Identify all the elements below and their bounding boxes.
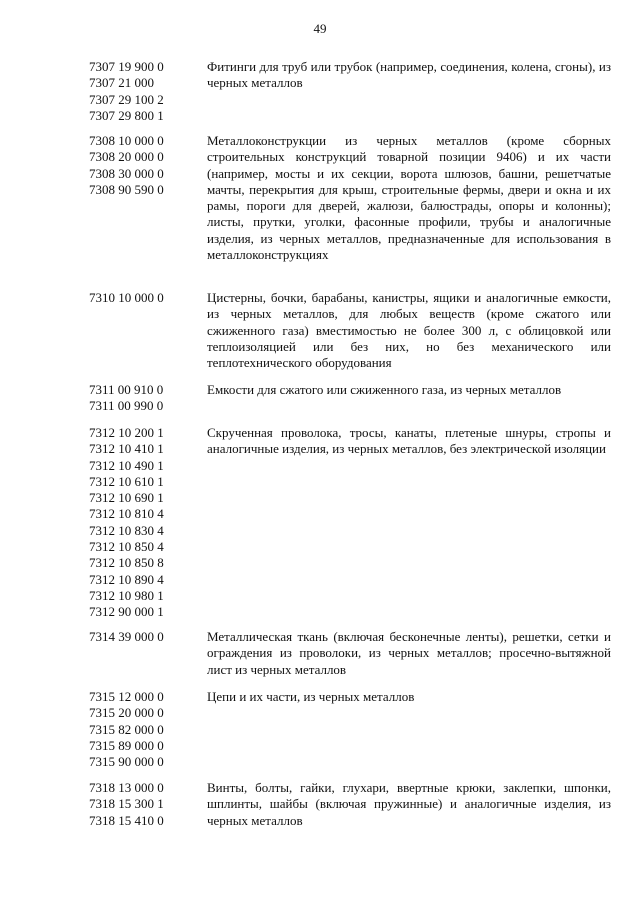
code-list	[89, 133, 199, 198]
commodity-code: 7312 10 830 4	[89, 522, 164, 538]
entry-description: Фитинги для труб или трубок (например, соединения, колена, сгоны), из черных металлов	[207, 59, 611, 91]
commodity-code: 7312 10 610 1	[89, 473, 164, 489]
entry-description: Металлическая ткань (включая бесконечные ленты), решетки, сетки и ограждения из проволоки, из черных металлов; просечно-вытяжной лист из черных металлов	[207, 629, 611, 677]
code-list	[89, 629, 199, 645]
commodity-code: 7308 10 000 0	[89, 133, 164, 148]
commodity-code: 7312 10 850 4	[89, 539, 164, 555]
commodity-code: 7311 00 990 0	[89, 398, 164, 414]
entry-description: Металлоконструкции из черных металлов (кроме сборных строительных конструкций товарной позиции 9406) и их части (например, мосты и их секции, ворота шлюзов, башни, решетчатые мачты, перекрытия для крыш, строительные фермы, двери и окна и их рамы, пороги для дверей, жалюзи, балюстрады, опоры и колонны); листы, прутки, уголки, фасонные профили, трубы и аналогичные изделия, из черных металлов, предназначенные для использования в металлоконструкциях	[207, 133, 611, 263]
commodity-code: 7315 82 000 0	[89, 721, 164, 737]
commodity-code: 7312 10 890 4	[89, 571, 164, 587]
commodity-code: 7307 19 900 0	[89, 59, 164, 74]
code-list	[89, 382, 199, 415]
commodity-code: 7318 15 410 0	[89, 812, 164, 828]
commodity-code: 7310 10 000 0	[89, 290, 164, 305]
code-list	[89, 290, 199, 306]
commodity-code: 7307 29 800 1	[89, 107, 164, 123]
page-number: 49	[313, 21, 327, 36]
commodity-code: 7314 39 000 0	[89, 629, 164, 644]
commodity-code: 7312 10 490 1	[89, 457, 164, 473]
commodity-code: 7312 10 810 4	[89, 506, 164, 522]
commodity-code: 7315 12 000 0	[89, 689, 164, 704]
code-list	[89, 425, 199, 621]
entry-description: Цепи и их части, из черных металлов	[207, 689, 415, 704]
code-list	[89, 59, 199, 124]
code-list	[89, 689, 199, 770]
commodity-code: 7312 10 850 8	[89, 555, 164, 571]
code-list	[89, 780, 199, 829]
entry-description: Емкости для сжатого или сжиженного газа, из черных металлов	[207, 382, 562, 397]
commodity-code: 7315 90 000 0	[89, 754, 164, 770]
entry-description: Скрученная проволока, тросы, канаты, плетеные шнуры, стропы и аналогичные изделия, из черных металлов, без электрической изоляции	[207, 425, 611, 457]
commodity-code: 7312 90 000 1	[89, 604, 164, 620]
commodity-code: 7312 10 200 1	[89, 425, 164, 440]
commodity-code: 7307 29 100 2	[89, 91, 164, 107]
commodity-code: 7312 10 690 1	[89, 490, 164, 506]
commodity-code: 7312 10 410 1	[89, 441, 164, 457]
commodity-code: 7312 10 980 1	[89, 587, 164, 603]
entry-description: Цистерны, бочки, барабаны, канистры, ящики и аналогичные емкости, из черных металлов, для любых веществ (кроме сжатого или сжиженного газа) вместимостью не более 300 л, с облицовкой или теплоизоляцией или без них, но без механического или теплотехнического оборудования	[207, 290, 611, 371]
commodity-code: 7318 13 000 0	[89, 780, 164, 795]
commodity-code: 7311 00 910 0	[89, 382, 164, 397]
commodity-code: 7307 21 000	[89, 75, 154, 91]
commodity-code: 7318 15 300 1	[89, 796, 164, 812]
commodity-code: 7308 90 590 0	[89, 181, 164, 197]
commodity-code: 7315 89 000 0	[89, 737, 164, 753]
commodity-code: 7308 20 000 0	[89, 149, 164, 165]
entry-description: Винты, болты, гайки, глухари, ввертные крюки, заклепки, шпонки, шплинты, шайбы (включая пружинные) и аналогичные изделия, из черных металлов	[207, 780, 611, 828]
commodity-code: 7315 20 000 0	[89, 705, 164, 721]
commodity-code: 7308 30 000 0	[89, 165, 164, 181]
